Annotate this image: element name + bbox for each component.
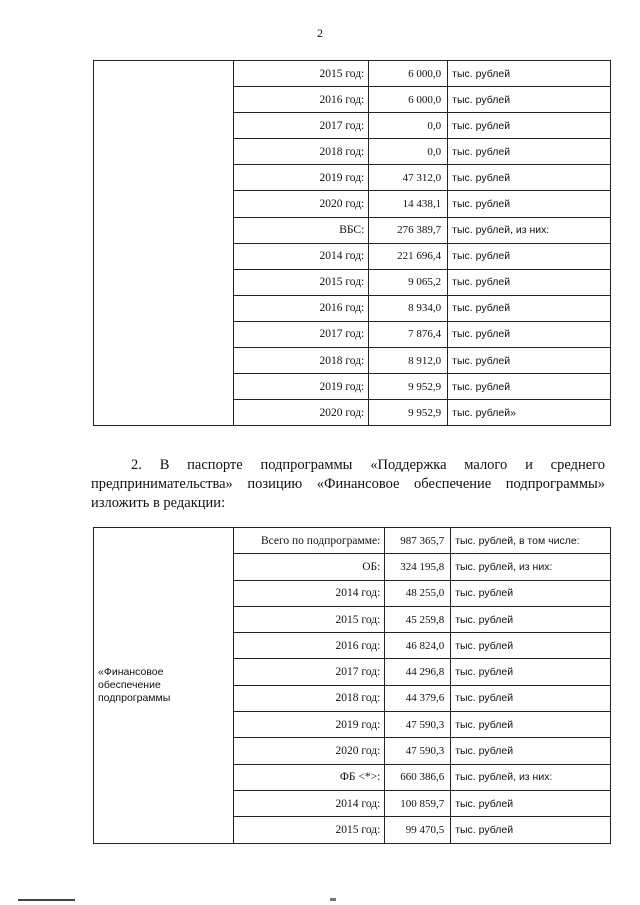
amendment-paragraph: [91, 456, 605, 513]
cell-value: 221 696,4: [369, 243, 448, 269]
cell-unit: тыс. рублей: [448, 139, 611, 165]
cell-label: ФБ <*>:: [233, 764, 385, 790]
cell-value: 46 824,0: [385, 633, 451, 659]
cell-value: 9 952,9: [369, 374, 448, 400]
cell-value: 48 255,0: [385, 580, 451, 606]
cell-value: 47 312,0: [369, 165, 448, 191]
cell-value: 9 952,9: [369, 400, 448, 426]
cell-value: 660 386,6: [385, 764, 451, 790]
cell-value: 987 365,7: [385, 528, 451, 554]
cell-value: 44 379,6: [385, 685, 451, 711]
cell-value: 324 195,8: [385, 554, 451, 580]
cell-unit: тыс. рублей, в том числе:: [451, 528, 611, 554]
funding-table-continued: [93, 60, 611, 426]
cell-unit: тыс. рублей: [451, 685, 611, 711]
cell-label: 2018 год:: [233, 348, 369, 374]
cell-value: 100 859,7: [385, 790, 451, 816]
cell-label: 2014 год:: [233, 790, 385, 816]
cell-label: 2018 год:: [233, 139, 369, 165]
cell-unit: тыс. рублей: [451, 790, 611, 816]
cell-label: 2016 год:: [233, 87, 369, 113]
cell-label: Всего по подпрограмме:: [233, 528, 385, 554]
cell-unit: тыс. рублей»: [448, 400, 611, 426]
cell-unit: тыс. рублей: [448, 191, 611, 217]
cell-unit: тыс. рублей: [448, 61, 611, 87]
blank-cell: [94, 61, 234, 426]
table-row: [94, 61, 611, 87]
cell-value: 8 912,0: [369, 348, 448, 374]
cell-unit: тыс. рублей: [451, 606, 611, 632]
side-label-cell: «Финансовое обеспечение подпрограммы: [94, 528, 234, 844]
footer-rule: [18, 899, 75, 901]
cell-label: 2016 год:: [233, 633, 385, 659]
subprogram-funding-table: [93, 527, 611, 844]
cell-unit: тыс. рублей: [448, 348, 611, 374]
page-number: 2: [317, 26, 323, 40]
cell-label: 2015 год:: [233, 61, 369, 87]
cell-value: 6 000,0: [369, 87, 448, 113]
cell-label: 2016 год:: [233, 295, 369, 321]
cell-value: 14 438,1: [369, 191, 448, 217]
cell-value: 0,0: [369, 113, 448, 139]
cell-label: 2014 год:: [233, 580, 385, 606]
cell-unit: тыс. рублей: [448, 243, 611, 269]
cell-value: 9 065,2: [369, 269, 448, 295]
cell-label: 2015 год:: [233, 817, 385, 843]
cell-unit: тыс. рублей: [451, 633, 611, 659]
cell-label: 2018 год:: [233, 685, 385, 711]
cell-unit: тыс. рублей, из них:: [451, 554, 611, 580]
cell-value: 0,0: [369, 139, 448, 165]
cell-label: 2019 год:: [233, 712, 385, 738]
cell-value: 276 389,7: [369, 217, 448, 243]
cell-unit: тыс. рублей: [451, 712, 611, 738]
cell-label: 2017 год:: [233, 113, 369, 139]
cell-value: 44 296,8: [385, 659, 451, 685]
cell-value: 8 934,0: [369, 295, 448, 321]
cell-label: 2017 год:: [233, 321, 369, 347]
cell-value: 47 590,3: [385, 712, 451, 738]
cell-unit: тыс. рублей: [448, 321, 611, 347]
footer-mark: [330, 898, 336, 901]
cell-label: 2015 год:: [233, 606, 385, 632]
cell-value: 45 259,8: [385, 606, 451, 632]
cell-label: 2019 год:: [233, 374, 369, 400]
cell-label: 2020 год:: [233, 191, 369, 217]
cell-unit: тыс. рублей: [448, 87, 611, 113]
cell-unit: тыс. рублей: [451, 817, 611, 843]
cell-value: 6 000,0: [369, 61, 448, 87]
cell-value: 7 876,4: [369, 321, 448, 347]
cell-label: 2020 год:: [233, 400, 369, 426]
cell-unit: тыс. рублей: [451, 580, 611, 606]
table-row: [94, 528, 611, 554]
cell-label: 2020 год:: [233, 738, 385, 764]
cell-value: 47 590,3: [385, 738, 451, 764]
cell-unit: тыс. рублей: [451, 738, 611, 764]
cell-unit: тыс. рублей: [448, 165, 611, 191]
cell-label: ОБ:: [233, 554, 385, 580]
amendment-paragraph-text: 2. В паспорте подпрограммы «Поддержка малого и среднего предпринимательства» позицию «Финансовое обеспечение подпрограммы» изложить в редакции:: [91, 457, 605, 511]
cell-unit: тыс. рублей: [448, 269, 611, 295]
cell-unit: тыс. рублей: [448, 113, 611, 139]
cell-label: 2017 год:: [233, 659, 385, 685]
cell-unit: тыс. рублей, из них:: [448, 217, 611, 243]
cell-unit: тыс. рублей: [448, 374, 611, 400]
cell-label: ВБС:: [233, 217, 369, 243]
cell-label: 2015 год:: [233, 269, 369, 295]
cell-unit: тыс. рублей: [448, 295, 611, 321]
cell-unit: тыс. рублей: [451, 659, 611, 685]
cell-label: 2014 год:: [233, 243, 369, 269]
cell-unit: тыс. рублей, из них:: [451, 764, 611, 790]
cell-value: 99 470,5: [385, 817, 451, 843]
cell-label: 2019 год:: [233, 165, 369, 191]
